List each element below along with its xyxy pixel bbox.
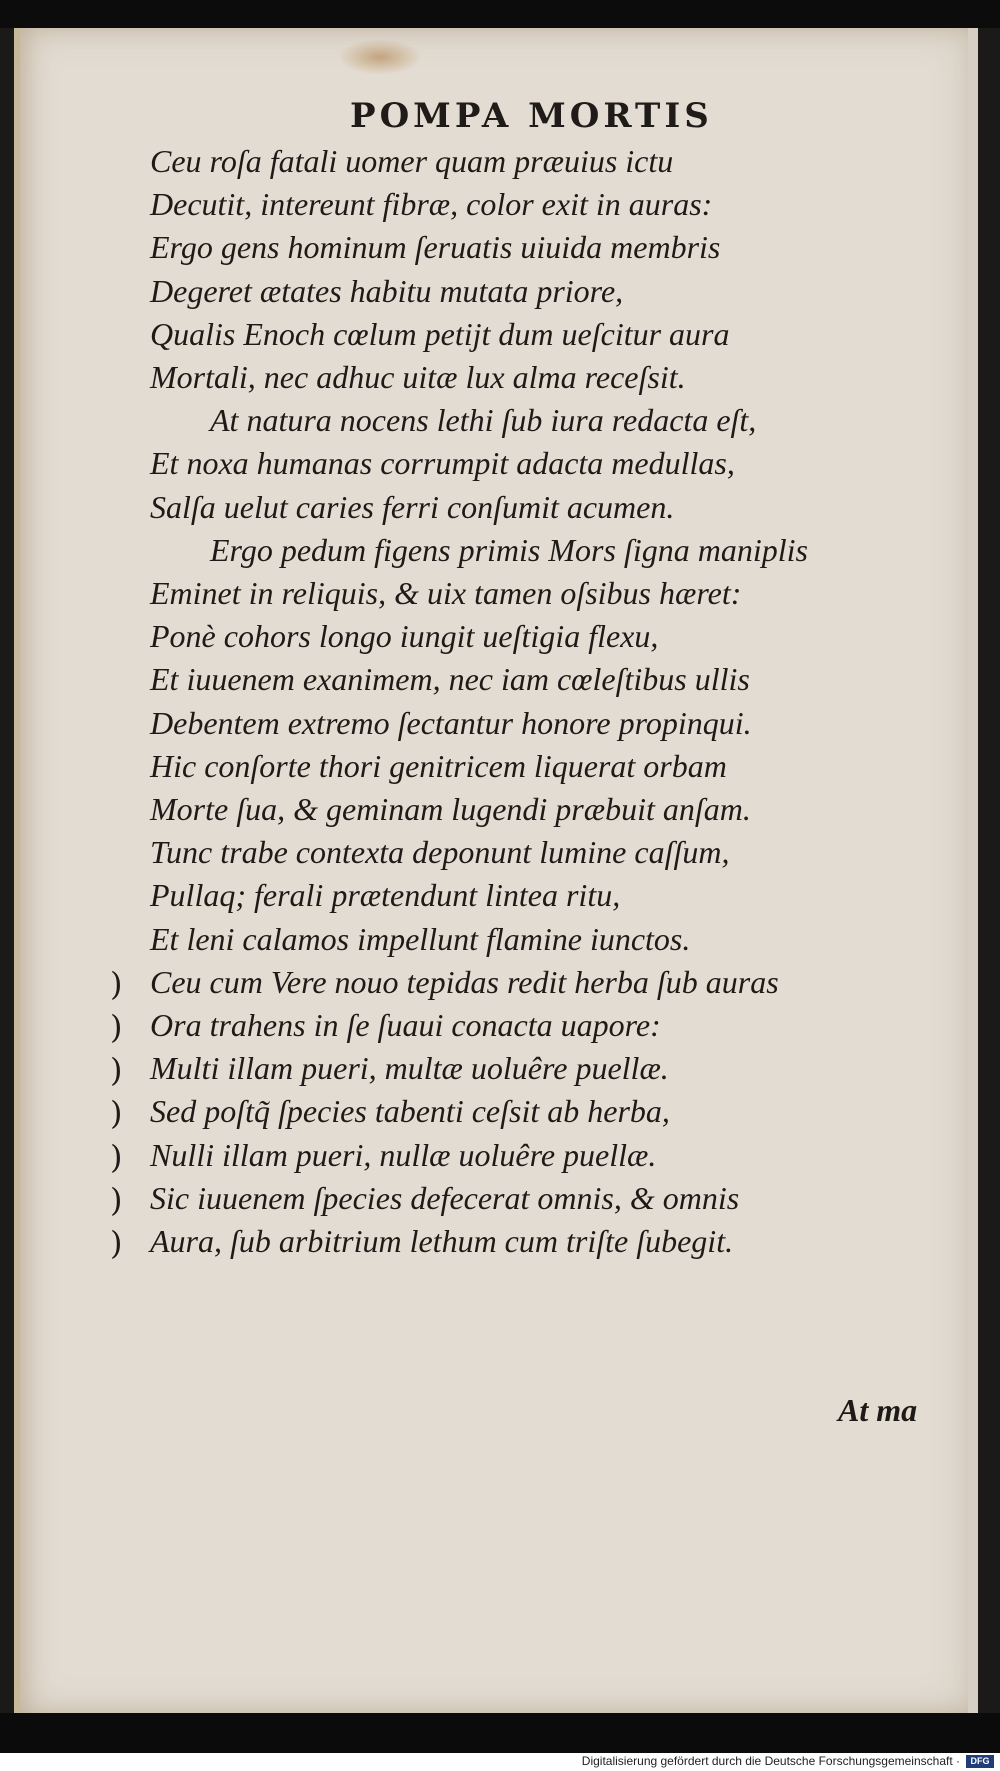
verse-text: Ergo pedum figens primis Mors ſigna maniplis bbox=[210, 531, 808, 568]
verse-line bbox=[150, 529, 950, 572]
margin-bracket: ) bbox=[110, 1008, 123, 1047]
verse-line bbox=[150, 442, 950, 485]
verse-line bbox=[150, 140, 950, 183]
verse-line bbox=[150, 615, 950, 658]
verse-line bbox=[110, 1090, 950, 1133]
verse-line bbox=[150, 313, 950, 356]
verse-text: Aura, ſub arbitrium lethum cum triſte ſubegit. bbox=[150, 1223, 734, 1260]
verse-line bbox=[110, 1004, 950, 1047]
margin-bracket: ) bbox=[110, 1180, 123, 1219]
verse-line bbox=[150, 658, 950, 701]
verse-text: Salſa uelut caries ferri conſumit acumen. bbox=[150, 488, 675, 525]
verse-line bbox=[150, 486, 950, 529]
verse-line bbox=[150, 399, 950, 442]
margin-bracket: ) bbox=[110, 1137, 123, 1176]
verse-text: Ponè cohors longo iungit ueſtigia flexu, bbox=[150, 618, 659, 655]
verse-line bbox=[150, 702, 950, 745]
margin-bracket: ) bbox=[110, 964, 123, 1003]
verse-line bbox=[110, 1047, 950, 1090]
verse-line bbox=[110, 1134, 950, 1177]
verse-line bbox=[150, 270, 950, 313]
verse-text: Et iuuenem exanimem, nec iam cœleſtibus ullis bbox=[150, 661, 750, 698]
verse-text: Ceu cum Vere nouo tepidas redit herba ſub auras bbox=[150, 963, 779, 1000]
catchword: At ma bbox=[838, 1392, 918, 1428]
verse-text: Sic iuuenem ſpecies defecerat omnis, & omnis bbox=[150, 1179, 740, 1216]
margin-bracket: ) bbox=[110, 1094, 123, 1133]
verse-text: Degeret ætates habitu mutata priore, bbox=[150, 272, 624, 309]
verse-text: Debentem extremo ſectantur honore propinqui. bbox=[150, 704, 752, 741]
verse-text: Ceu roſa fatali uomer quam præuius ictu bbox=[150, 143, 674, 179]
verse-text: Decutit, intereunt fibræ, color exit in auras: bbox=[150, 186, 713, 223]
scanner-top-edge bbox=[0, 0, 1000, 28]
verse-text: Mortali, nec adhuc uitæ lux alma receſsit. bbox=[150, 359, 686, 396]
verse-text: Sed poſtq̃ ſpecies tabenti ceſsit ab herba, bbox=[150, 1093, 670, 1130]
verse-line bbox=[150, 918, 950, 961]
verse-line bbox=[110, 961, 950, 1004]
running-head: POMPA MORTIS bbox=[350, 96, 713, 136]
verse-line bbox=[110, 1177, 950, 1220]
verse-line bbox=[150, 874, 950, 917]
verse-text: Eminet in reliquis, & uix tamen oſsibus hæret: bbox=[150, 575, 742, 612]
verse-text: Nulli illam pueri, nullæ uoluêre puellæ. bbox=[150, 1136, 657, 1173]
page-stain bbox=[340, 40, 420, 74]
verse-text: At natura nocens lethi ſub iura redacta eſt, bbox=[210, 402, 757, 439]
verse-line bbox=[150, 356, 950, 399]
verse-block bbox=[110, 140, 950, 1263]
verse-text: Hic conſorte thori genitricem liquerat orbam bbox=[150, 747, 727, 784]
verse-text: Ergo gens hominum ſeruatis uiuida membris bbox=[150, 229, 721, 266]
verse-line bbox=[150, 226, 950, 269]
verse-line bbox=[150, 831, 950, 874]
verse-text: Multi illam pueri, multæ uoluêre puellæ. bbox=[150, 1050, 669, 1087]
dfg-logo: DFG bbox=[966, 1755, 994, 1768]
verse-text: Et leni calamos impellunt flamine iunctos. bbox=[150, 920, 691, 957]
margin-bracket: ) bbox=[110, 1051, 123, 1090]
verse-text: Qualis Enoch cœlum petijt dum ueſcitur aura bbox=[150, 315, 730, 352]
verse-text: Et noxa humanas corrumpit adacta medullas, bbox=[150, 445, 735, 482]
scanner-bottom-edge bbox=[0, 1713, 1000, 1753]
funding-credit: Digitalisierung gefördert durch die Deutsche Forschungsgemeinschaft · bbox=[581, 1754, 960, 1768]
footer-bar bbox=[0, 1753, 1000, 1771]
verse-text: Ora trahens in ſe ſuaui conacta uapore: bbox=[150, 1007, 661, 1044]
verse-line bbox=[110, 1220, 950, 1263]
verse-text: Morte ſua, & geminam lugendi præbuit anſam. bbox=[150, 791, 751, 828]
verse-line bbox=[150, 183, 950, 226]
verse-text: Tunc trabe contexta deponunt lumine caſſum, bbox=[150, 834, 730, 871]
verse-line bbox=[150, 572, 950, 615]
verse-line bbox=[150, 788, 950, 831]
margin-bracket: ) bbox=[110, 1224, 123, 1263]
verse-line bbox=[150, 745, 950, 788]
verse-text: Pullaq; ferali prætendunt lintea ritu, bbox=[150, 877, 621, 914]
